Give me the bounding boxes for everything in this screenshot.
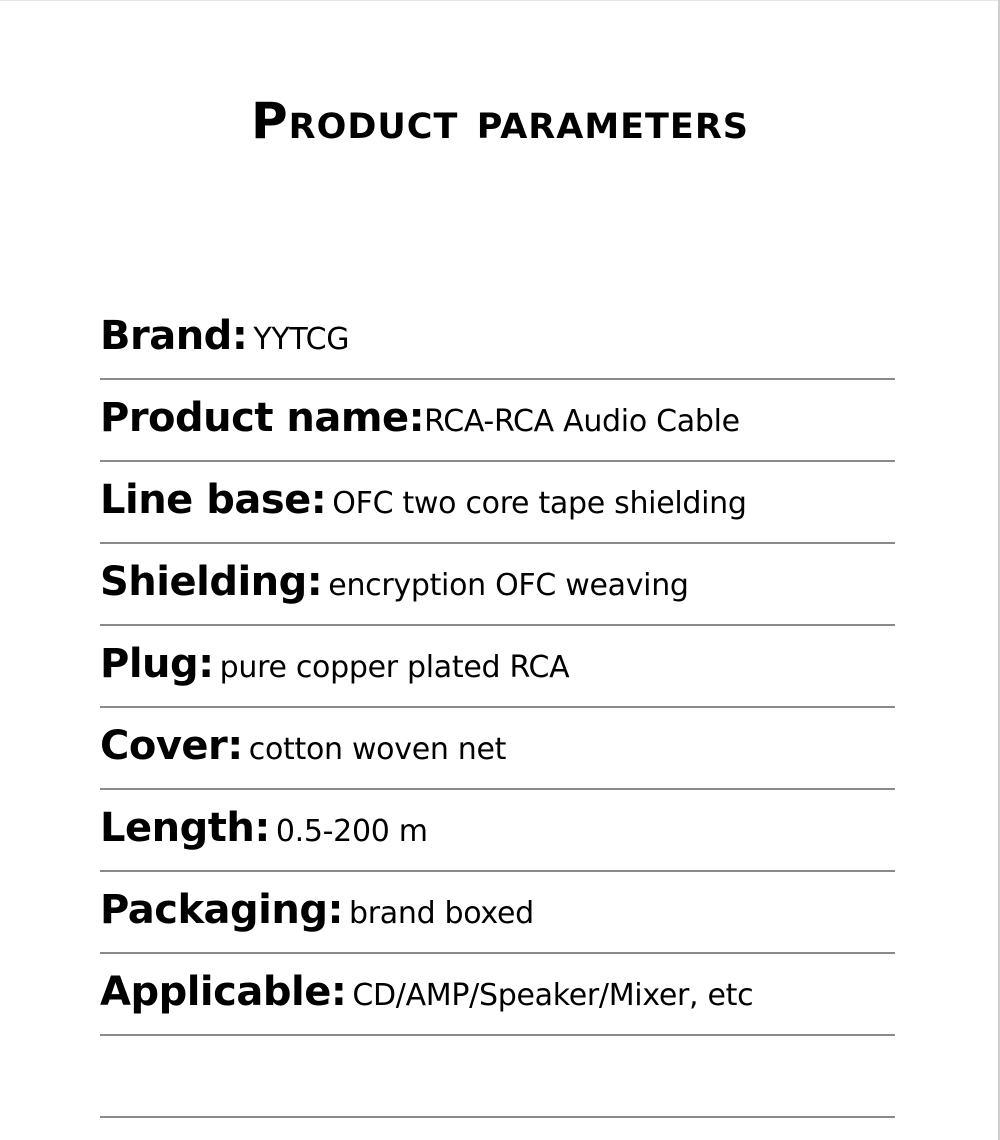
param-row-plug: [100, 626, 895, 708]
param-label: Plug:: [100, 641, 214, 687]
param-value: pure copper plated RCA: [219, 650, 570, 685]
page-title: Product parameters: [250, 92, 750, 150]
param-row-packaging: [100, 872, 895, 954]
param-value: RCA-RCA Audio Cable: [424, 404, 740, 439]
param-label: Length:: [100, 805, 270, 851]
param-label: Cover:: [100, 723, 243, 769]
param-value: cotton woven net: [248, 732, 507, 767]
param-value: brand boxed: [349, 896, 534, 931]
param-row-cover: [100, 708, 895, 790]
param-label: Line base:: [100, 477, 327, 523]
parameter-list: [100, 298, 895, 1118]
param-row-length: [100, 790, 895, 872]
param-value: OFC two core tape shielding: [332, 486, 747, 521]
param-row-empty: [100, 1036, 895, 1118]
param-row-product-name: [100, 380, 895, 462]
param-row-line-base: [100, 462, 895, 544]
param-row-brand: [100, 298, 895, 380]
param-row-applicable: [100, 954, 895, 1036]
frame-top-border: [0, 0, 1000, 1]
param-value: YYTCG: [253, 322, 350, 357]
param-label: Applicable:: [100, 969, 347, 1015]
param-value: CD/AMP/Speaker/Mixer, etc: [352, 978, 754, 1013]
param-row-shielding: [100, 544, 895, 626]
param-label: Brand:: [100, 313, 248, 359]
param-value: 0.5-200 m: [275, 814, 428, 849]
param-value: encryption OFC weaving: [328, 568, 689, 603]
param-label: Product name:: [100, 395, 425, 441]
param-label: Packaging:: [100, 887, 343, 933]
param-label: Shielding:: [100, 559, 323, 605]
